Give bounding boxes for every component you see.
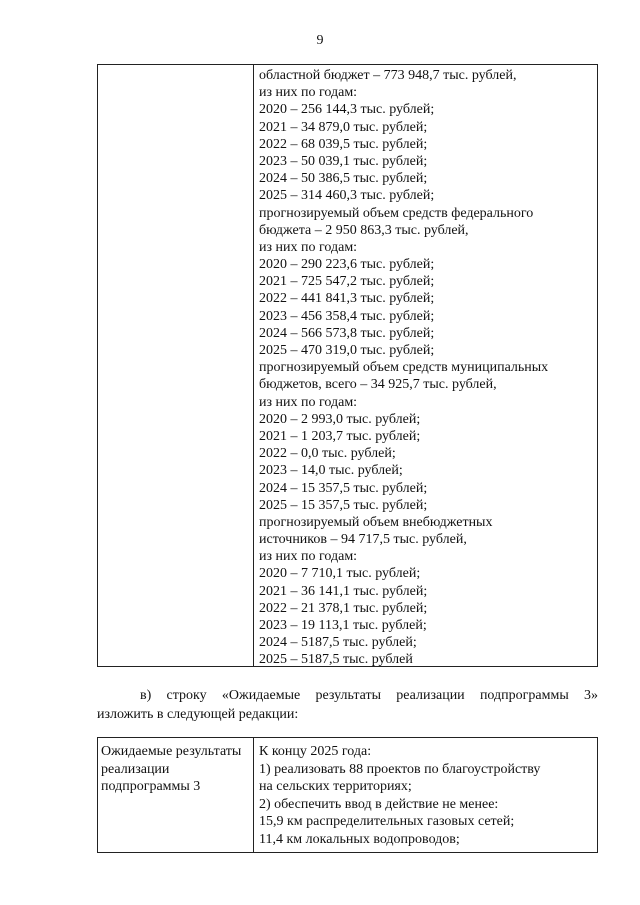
budget-line: 2022 – 0,0 тыс. рублей; — [259, 446, 396, 462]
budget-line: 2024 – 50 386,5 тыс. рублей; — [259, 171, 428, 187]
results-value-line: 11,4 км локальных водопроводов; — [259, 831, 460, 847]
budget-line: 2020 – 7 710,1 тыс. рублей; — [259, 566, 421, 582]
budget-line: 2025 – 5187,5 тыс. рублей — [259, 652, 413, 668]
budget-line: источников – 94 717,5 тыс. рублей, — [259, 532, 467, 548]
amendment-paragraph — [97, 686, 598, 724]
results-value-line: 15,9 км распределительных газовых сетей; — [259, 814, 515, 829]
budget-line: 2023 – 14,0 тыс. рублей; — [259, 463, 403, 479]
budget-line: 2025 – 15 357,5 тыс. рублей; — [259, 497, 428, 513]
budget-line: 2020 – 290 223,6 тыс. рублей; — [259, 257, 435, 273]
budget-cell — [259, 67, 595, 669]
budget-line: 2021 – 725 547,2 тыс. рублей; — [259, 274, 435, 290]
budget-line: 2023 – 50 039,1 тыс. рублей; — [259, 153, 428, 169]
budget-line: из них по годам: — [259, 394, 358, 410]
page-number: 9 — [316, 33, 324, 48]
budget-line: 2020 – 2 993,0 тыс. рублей; — [259, 411, 421, 427]
paragraph-line: в) строку «Ожидаемые результаты реализации подпрограммы 3» — [140, 688, 598, 703]
results-value-line: К концу 2025 года: — [259, 744, 372, 759]
budget-line: 2022 – 68 039,5 тыс. рублей; — [259, 136, 428, 152]
results-value-line: 1) реализовать 88 проектов по благоустройству — [259, 761, 541, 777]
budget-line: 2021 – 1 203,7 тыс. рублей; — [259, 428, 421, 444]
results-value-line: 2) обеспечить ввод в действие не менее: — [259, 796, 499, 812]
budget-line: 2024 – 15 357,5 тыс. рублей; — [259, 480, 428, 496]
budget-line: бюджетов, всего – 34 925,7 тыс. рублей, — [259, 377, 497, 393]
budget-line: прогнозируемый объем средств муниципальных — [259, 360, 549, 376]
budget-table — [97, 64, 598, 667]
budget-line: прогнозируемый объем внебюджетных — [259, 514, 493, 530]
budget-line: 2024 – 5187,5 тыс. рублей; — [259, 635, 417, 651]
budget-line: из них по годам: — [259, 85, 358, 101]
results-value-cell — [259, 743, 595, 848]
budget-line: 2025 – 314 460,3 тыс. рублей; — [259, 188, 435, 204]
budget-line: областной бюджет – 773 948,7 тыс. рублей, — [259, 68, 517, 83]
paragraph-line: изложить в следующей редакции: — [97, 707, 299, 722]
budget-line: 2025 – 470 319,0 тыс. рублей; — [259, 343, 435, 358]
budget-line: 2021 – 34 879,0 тыс. рублей; — [259, 119, 428, 135]
budget-line: прогнозируемый объем средств федерального — [259, 205, 534, 221]
budget-line: 2024 – 566 573,8 тыс. рублей; — [259, 325, 435, 341]
results-table — [97, 737, 598, 853]
column-divider — [253, 738, 254, 852]
results-label-line: реализации — [101, 761, 170, 777]
results-label-cell — [101, 743, 251, 796]
budget-line: 2023 – 456 358,4 тыс. рублей; — [259, 308, 435, 324]
budget-line: 2021 – 36 141,1 тыс. рублей; — [259, 583, 428, 599]
results-label-line: Ожидаемые результаты — [101, 744, 242, 759]
column-divider — [253, 65, 254, 666]
results-value-line: на сельских территориях; — [259, 779, 412, 794]
budget-line: из них по годам: — [259, 549, 358, 565]
budget-line: 2020 – 256 144,3 тыс. рублей; — [259, 102, 435, 118]
budget-line: из них по годам: — [259, 239, 358, 255]
budget-line: 2022 – 21 378,1 тыс. рублей; — [259, 600, 428, 616]
budget-line: 2023 – 19 113,1 тыс. рублей; — [259, 618, 427, 633]
budget-line: 2022 – 441 841,3 тыс. рублей; — [259, 291, 435, 307]
budget-line: бюджета – 2 950 863,3 тыс. рублей, — [259, 222, 469, 238]
results-label-line: подпрограммы 3 — [101, 779, 201, 794]
